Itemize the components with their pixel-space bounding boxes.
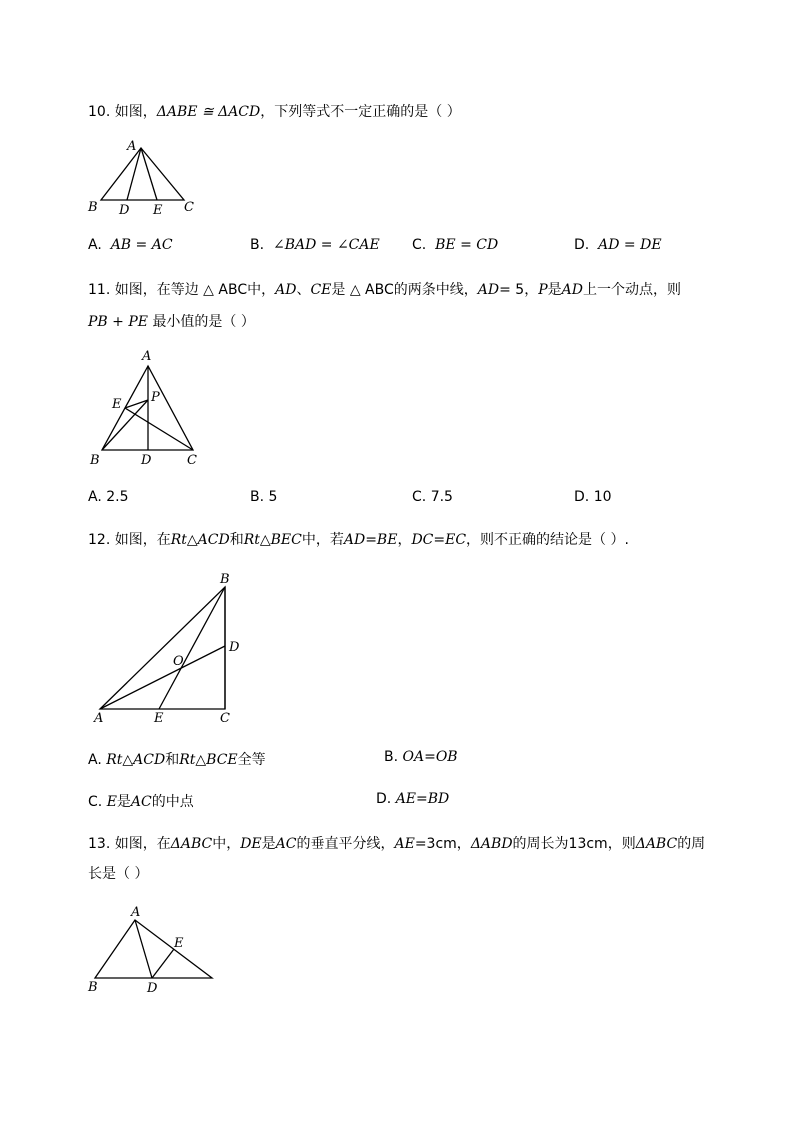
- q12-label-b: B: [220, 572, 230, 587]
- q13-stem: 13. 如图，在ΔABC中，DE是AC的垂直平分线，AE=3cm，ΔABD的周长为13cm，则ΔABC的周: [88, 836, 706, 852]
- q11-stem: 11. 如图，在等边 △ ABC中，AD、CE是 △ ABC的两条中线，AD= 5，P是AD上一个动点，则: [88, 282, 681, 298]
- q11-option-b[interactable]: B. 5: [250, 489, 278, 505]
- q11-option-c[interactable]: C. 7.5: [412, 489, 453, 505]
- q10-option-a[interactable]: A. AB = AC: [88, 237, 173, 253]
- q11-number: 11.: [88, 282, 111, 298]
- q10-label-c: C: [184, 200, 194, 215]
- q10-option-d[interactable]: D. AD = DE: [574, 237, 662, 253]
- q11-label-e: E: [112, 397, 122, 412]
- q12-label-d: D: [229, 640, 240, 655]
- q13-number: 13.: [88, 836, 111, 852]
- q12-figure: [88, 568, 248, 733]
- q10-label-a: A: [127, 139, 137, 154]
- q10-stem-math: ΔABE ≅ ΔACD: [156, 104, 261, 120]
- q11-option-a[interactable]: A. 2.5: [88, 489, 129, 505]
- q10-label-b: B: [88, 200, 98, 215]
- q13-label-a: A: [131, 905, 141, 920]
- q12-option-a[interactable]: A. Rt△ACD和Rt△BCE全等: [88, 752, 266, 768]
- q12-label-e: E: [154, 711, 164, 726]
- q12-option-c[interactable]: C. E是AC的中点: [88, 794, 194, 810]
- q13-label-b: B: [88, 980, 98, 995]
- q11-label-b: B: [90, 453, 100, 468]
- q12-stem: 12. 如图，在Rt△ACD和Rt△BEC中，若AD=BE，DC=EC，则不正确的结论是（ ）.: [88, 532, 629, 548]
- q11-figure: [88, 348, 208, 468]
- q12-label-a: A: [94, 711, 104, 726]
- q10-label-e: E: [153, 203, 163, 218]
- q11-stem-line2: PB + PE 最小值的是（ ）: [88, 314, 255, 330]
- q10-stem: 10. 如图，ΔABE ≅ ΔACD，下列等式不一定正确的是（ ）: [88, 104, 461, 120]
- q12-label-o: O: [173, 654, 184, 669]
- q11-label-d: D: [141, 453, 152, 468]
- q11-option-d[interactable]: D. 10: [574, 489, 612, 505]
- q11-label-c: C: [187, 453, 197, 468]
- q10-label-d: D: [119, 203, 130, 218]
- q13-label-d: D: [147, 981, 158, 996]
- q12-option-b[interactable]: B. OA=OB: [384, 749, 458, 765]
- q11-label-a: A: [142, 349, 152, 364]
- q10-figure: [85, 138, 205, 218]
- q13-figure: [85, 902, 225, 1002]
- q13-stem-line2: 长是（ ）: [88, 866, 149, 882]
- q12-number: 12.: [88, 532, 111, 548]
- q10-option-b[interactable]: B. ∠BAD = ∠CAE: [250, 237, 380, 253]
- q10-number: 10.: [88, 104, 111, 120]
- q12-label-c: C: [220, 711, 230, 726]
- q11-label-p: P: [151, 390, 160, 405]
- q13-label-e: E: [174, 936, 184, 951]
- q12-option-d[interactable]: D. AE=BD: [376, 791, 450, 807]
- q10-option-c[interactable]: C. BE = CD: [412, 237, 499, 253]
